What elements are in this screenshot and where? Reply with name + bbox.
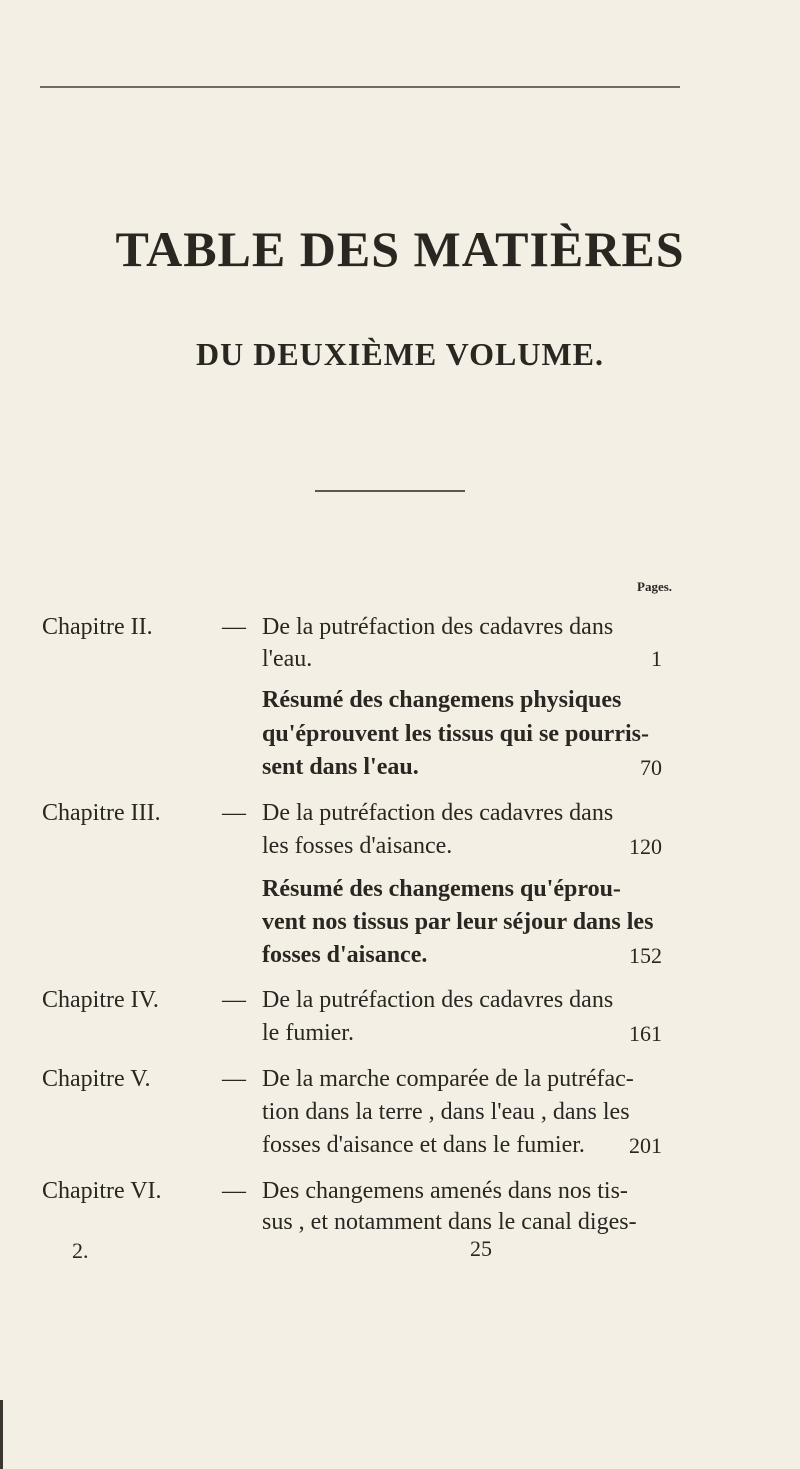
chapter-dash: — <box>222 987 246 1013</box>
chapter-label: Chapitre IV. <box>42 987 159 1013</box>
pages-column-label: Pages. <box>637 579 673 594</box>
catchword: 25 <box>470 1236 492 1261</box>
summary-line: fosses d'aisance. <box>262 942 428 968</box>
page-subtitle: DU DEUXIÈME VOLUME. <box>195 336 604 372</box>
page-number: 152 <box>629 943 662 968</box>
chapter-label: Chapitre II. <box>42 614 153 640</box>
signature-mark: 2. <box>72 1238 89 1263</box>
page-number: 201 <box>629 1133 662 1158</box>
entry-line: De la marche comparée de la putréfac- <box>262 1066 634 1092</box>
separator-rule <box>315 490 465 492</box>
page-number: 120 <box>629 834 662 859</box>
page-title: TABLE DES MATIÈRES <box>115 221 685 277</box>
chapter-dash: — <box>222 614 246 640</box>
chapter-dash: — <box>222 800 246 826</box>
page-number: 161 <box>629 1021 662 1046</box>
entry-line: De la putréfaction des cadavres dans <box>262 987 614 1013</box>
entry-line: l'eau. <box>262 646 313 672</box>
chapter-label: Chapitre V. <box>42 1066 151 1092</box>
entry-line: fosses d'aisance et dans le fumier. <box>262 1132 585 1158</box>
top-rule <box>40 86 680 88</box>
chapter-dash: — <box>222 1066 246 1092</box>
chapter-label: Chapitre VI. <box>42 1178 162 1204</box>
entry-line: les fosses d'aisance. <box>262 833 453 859</box>
entry-line: sus , et notamment dans le canal diges- <box>262 1209 637 1235</box>
entry-line: De la putréfaction des cadavres dans <box>262 614 614 640</box>
summary-line: Résumé des changemens qu'éprou- <box>262 876 621 902</box>
page-number: 1 <box>651 646 662 671</box>
page-number: 70 <box>640 755 662 780</box>
page-edge <box>0 1400 3 1469</box>
summary-line: vent nos tissus par leur séjour dans les <box>262 909 654 935</box>
entry-line: le fumier. <box>262 1020 354 1046</box>
summary-line: Résumé des changemens physiques <box>262 687 622 713</box>
entry-line: Des changemens amenés dans nos tis- <box>262 1178 628 1204</box>
chapter-label: Chapitre III. <box>42 800 161 826</box>
entry-line: De la putréfaction des cadavres dans <box>262 800 614 826</box>
entry-line: tion dans la terre , dans l'eau , dans les <box>262 1099 630 1125</box>
summary-line: qu'éprouvent les tissus qui se pourris- <box>262 721 649 747</box>
summary-line: sent dans l'eau. <box>262 754 419 780</box>
chapter-dash: — <box>222 1178 246 1204</box>
